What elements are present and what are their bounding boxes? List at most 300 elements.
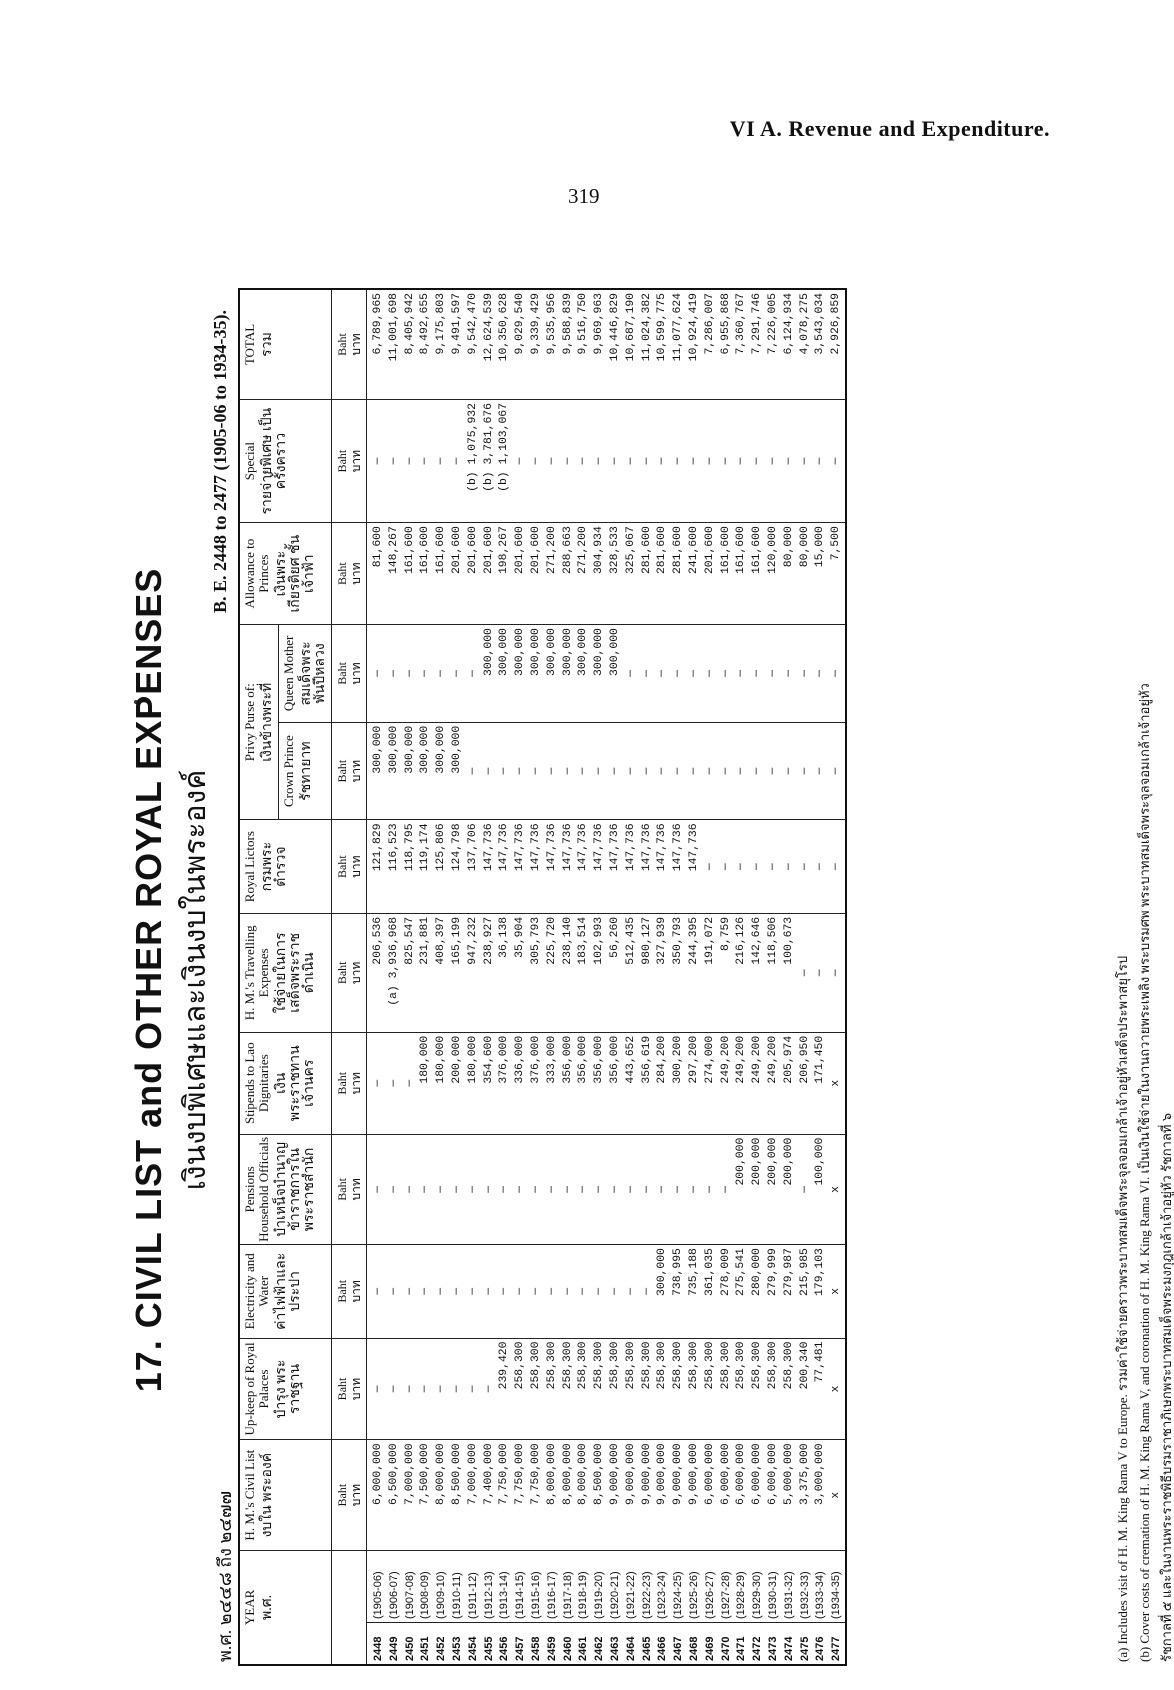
cell-year-ad: (1930-31) xyxy=(766,1550,782,1622)
table-cell: 279,999 xyxy=(766,1245,782,1338)
cell-year-be: 2453 xyxy=(450,1623,466,1665)
table-cell: — xyxy=(434,1134,450,1244)
table-cell: — xyxy=(418,1338,434,1440)
table-cell: 200,000 xyxy=(450,1032,466,1134)
table-cell: 8,500,000 xyxy=(592,1440,608,1550)
table-cell: — xyxy=(829,400,846,523)
table-cell: 171,450 xyxy=(813,1032,829,1134)
cell-year-ad: (1932-33) xyxy=(798,1550,814,1622)
table-cell: — xyxy=(719,820,735,913)
table-cell: — xyxy=(671,625,687,723)
table-cell: — xyxy=(450,625,466,723)
table-cell: — xyxy=(798,913,814,1032)
table-title-th: เงินงบพิเศษและเงินงบในพระองค์ xyxy=(179,769,212,1191)
cell-year-ad: (1925-26) xyxy=(687,1550,703,1622)
table-cell: — xyxy=(529,1245,545,1338)
table-cell: x xyxy=(829,1440,846,1550)
table-cell: 275,541 xyxy=(734,1245,750,1338)
table-cell: 200,000 xyxy=(734,1134,750,1244)
table-row xyxy=(687,289,703,1665)
cell-year-ad: (1907-08) xyxy=(403,1550,419,1622)
table-cell: 7,750,000 xyxy=(529,1440,545,1550)
table-cell: x xyxy=(829,1032,846,1134)
table-cell: 6,000,000 xyxy=(719,1440,735,1550)
table-cell: — xyxy=(813,820,829,913)
table-cell: 258,300 xyxy=(545,1338,561,1440)
units-cell: Baht บาท xyxy=(332,400,367,523)
cell-year-be: 2475 xyxy=(798,1623,814,1665)
table-cell: — xyxy=(545,1134,561,1244)
table-cell: 201,600 xyxy=(482,523,498,625)
table-cell: 9,535,956 xyxy=(545,289,561,400)
table-cell: 7,226,005 xyxy=(766,289,782,400)
table-cell: 249,200 xyxy=(750,1032,766,1134)
table-cell: 10,446,829 xyxy=(608,289,624,400)
table-row xyxy=(434,289,450,1665)
table-cell: — xyxy=(829,625,846,723)
table-cell: 180,000 xyxy=(418,1032,434,1134)
table-cell: 147,736 xyxy=(608,820,624,913)
table-cell: 200,000 xyxy=(750,1134,766,1244)
table-cell: — xyxy=(624,722,640,820)
table-cell: — xyxy=(813,625,829,723)
table-cell: — xyxy=(813,400,829,523)
rotated-table-sheet xyxy=(110,270,1174,1690)
table-cell: 300,000 xyxy=(367,722,387,820)
table-cell: — xyxy=(434,1245,450,1338)
table-cell: 738,995 xyxy=(671,1245,687,1338)
table-cell: 9,491,597 xyxy=(450,289,466,400)
table-cell: — xyxy=(561,1245,577,1338)
table-cell: 198,267 xyxy=(497,523,513,625)
col-header-privy-purse: Privy Purse of: เงินข้างพระที่ xyxy=(239,625,279,820)
table-row xyxy=(640,289,656,1665)
table-cell: 947,232 xyxy=(466,913,482,1032)
table-cell: 137,706 xyxy=(466,820,482,913)
cell-year-be: 2458 xyxy=(529,1623,545,1665)
table-cell: — xyxy=(687,400,703,523)
table-cell: — xyxy=(655,1134,671,1244)
table-cell: 201,600 xyxy=(513,523,529,625)
table-cell: 80,000 xyxy=(782,523,798,625)
section-header: VI A. Revenue and Expenditure. xyxy=(729,116,1050,141)
cell-year-ad: (1933-34) xyxy=(813,1550,829,1622)
table-cell: 7,000,000 xyxy=(403,1440,419,1550)
table-cell: 512,435 xyxy=(624,913,640,1032)
units-cell-year xyxy=(332,1550,367,1665)
cell-year-ad: (1909-10) xyxy=(434,1550,450,1622)
col-header-upkeep: Up-keep of Royal Palaces บำรุง พระราชฐาน xyxy=(239,1338,332,1440)
table-cell: — xyxy=(703,400,719,523)
table-cell: 258,300 xyxy=(782,1338,798,1440)
cell-year-ad: (1921-22) xyxy=(624,1550,640,1622)
table-cell: — xyxy=(766,722,782,820)
table-cell: 300,000 xyxy=(655,1245,671,1338)
table-cell: 376,000 xyxy=(497,1032,513,1134)
table-cell: 118,795 xyxy=(403,820,419,913)
table-row xyxy=(367,289,387,1665)
table-cell: — xyxy=(418,1134,434,1244)
table-cell: 281,600 xyxy=(671,523,687,625)
table-cell: 147,736 xyxy=(482,820,498,913)
table-cell: — xyxy=(766,400,782,523)
table-cell: 6,000,000 xyxy=(750,1440,766,1550)
table-cell: 271,200 xyxy=(545,523,561,625)
table-cell: 9,000,000 xyxy=(671,1440,687,1550)
table-cell: — xyxy=(387,1338,403,1440)
table-cell: — xyxy=(367,1032,387,1134)
table-cell: 300,000 xyxy=(497,625,513,723)
table-cell: 10,599,775 xyxy=(655,289,671,400)
table-cell: — xyxy=(434,1338,450,1440)
table-cell: 300,000 xyxy=(513,625,529,723)
table-cell: 356,619 xyxy=(640,1032,656,1134)
table-cell: 165,199 xyxy=(450,913,466,1032)
units-cell: Baht บาท xyxy=(332,1032,367,1134)
table-cell: 300,000 xyxy=(482,625,498,723)
table-cell: 7,286,007 xyxy=(703,289,719,400)
table-cell: 7,500,000 xyxy=(418,1440,434,1550)
cell-year-be: 2461 xyxy=(576,1623,592,1665)
table-cell: — xyxy=(592,400,608,523)
table-cell: 161,600 xyxy=(750,523,766,625)
table-row xyxy=(387,289,403,1665)
table-cell: — xyxy=(576,400,592,523)
table-cell: 361,035 xyxy=(703,1245,719,1338)
table-cell: 300,000 xyxy=(592,625,608,723)
table-cell: — xyxy=(403,1338,419,1440)
table-cell: 7,360,767 xyxy=(734,289,750,400)
table-row xyxy=(703,289,719,1665)
cell-year-be: 2466 xyxy=(655,1623,671,1665)
table-cell: — xyxy=(403,1032,419,1134)
table-cell: — xyxy=(734,625,750,723)
table-cell: — xyxy=(608,1134,624,1244)
table-cell: 119,174 xyxy=(418,820,434,913)
table-cell: 8,000,000 xyxy=(576,1440,592,1550)
table-cell: — xyxy=(403,1245,419,1338)
table-row xyxy=(513,289,529,1665)
table-cell: 300,000 xyxy=(608,625,624,723)
table-cell: 206,536 xyxy=(367,913,387,1032)
table-cell: 10,924,419 xyxy=(687,289,703,400)
table-cell: — xyxy=(466,1245,482,1338)
table-cell: 258,300 xyxy=(734,1338,750,1440)
table-cell: — xyxy=(403,625,419,723)
table-cell: 300,000 xyxy=(529,625,545,723)
table-cell: — xyxy=(829,913,846,1032)
table-row xyxy=(782,289,798,1665)
table-cell: 11,077,624 xyxy=(671,289,687,400)
col-header-electricity: Electricity and Water ค่าไฟฟ้าและ ประปา xyxy=(239,1245,332,1338)
table-cell: 258,300 xyxy=(766,1338,782,1440)
table-cell: 180,000 xyxy=(466,1032,482,1134)
table-cell: 305,793 xyxy=(529,913,545,1032)
table-cell: 3,543,034 xyxy=(813,289,829,400)
table-cell: — xyxy=(782,400,798,523)
table-cell: 284,200 xyxy=(655,1032,671,1134)
table-cell: 980,127 xyxy=(640,913,656,1032)
table-cell: — xyxy=(434,625,450,723)
table-cell: 408,397 xyxy=(434,913,450,1032)
table-cell: 6,000,000 xyxy=(367,1440,387,1550)
table-cell: 5,000,000 xyxy=(782,1440,798,1550)
table-cell: 336,000 xyxy=(513,1032,529,1134)
table-cell: 354,600 xyxy=(482,1032,498,1134)
table-cell: — xyxy=(687,625,703,723)
table-cell: 183,514 xyxy=(576,913,592,1032)
table-cell: — xyxy=(592,722,608,820)
table-cell: — xyxy=(545,1245,561,1338)
table-cell: 6,124,934 xyxy=(782,289,798,400)
table-cell: 9,516,750 xyxy=(576,289,592,400)
table-cell: — xyxy=(750,820,766,913)
table-cell: — xyxy=(671,1134,687,1244)
table-cell: 7,500 xyxy=(829,523,846,625)
table-cell: — xyxy=(545,722,561,820)
table-cell: — xyxy=(608,400,624,523)
table-cell: — xyxy=(719,625,735,723)
table-row xyxy=(482,289,498,1665)
table-cell: 142,646 xyxy=(750,913,766,1032)
cell-year-be: 2455 xyxy=(482,1623,498,1665)
table-cell: — xyxy=(655,400,671,523)
table-cell: 300,000 xyxy=(434,722,450,820)
col-header-allowance: Allowance to Princes เงินพระ เกียรติยศ ชั้นเจ้าฟ้า xyxy=(239,523,332,625)
cell-year-be: 2471 xyxy=(734,1623,750,1665)
table-cell: 8,000,000 xyxy=(434,1440,450,1550)
table-cell: — xyxy=(798,400,814,523)
table-row xyxy=(466,289,482,1665)
table-cell: 443,652 xyxy=(624,1032,640,1134)
table-cell: (b) 3,781,676 xyxy=(482,400,498,523)
table-cell: 161,600 xyxy=(719,523,735,625)
table-cell: 4,078,275 xyxy=(798,289,814,400)
footnote-a: (a) Includes visit of H. M. King Rama V to Europe. รวมค่าใช้จ่ายคราวพระบาทสมเด็จพระจุลจอมเกล้าเจ้าอยู่หัวเสด็จประพาสยุโรป xyxy=(1115,955,1130,1662)
table-cell: — xyxy=(576,722,592,820)
cell-year-ad: (1906-07) xyxy=(387,1550,403,1622)
cell-year-be: 2448 xyxy=(367,1623,387,1665)
units-cell: Baht บาท xyxy=(332,1134,367,1244)
table-cell: 3,000,000 xyxy=(813,1440,829,1550)
table-cell: — xyxy=(418,1245,434,1338)
cell-year-ad: (1922-23) xyxy=(640,1550,656,1622)
table-cell: 147,736 xyxy=(529,820,545,913)
table-cell: 11,024,382 xyxy=(640,289,656,400)
table-cell: 77,481 xyxy=(813,1338,829,1440)
table-cell: 258,300 xyxy=(608,1338,624,1440)
table-cell: 9,000,000 xyxy=(640,1440,656,1550)
page-number: 319 xyxy=(568,184,600,208)
table-cell: 3,375,000 xyxy=(798,1440,814,1550)
cell-year-be: 2470 xyxy=(719,1623,735,1665)
cell-year-be: 2463 xyxy=(608,1623,624,1665)
cell-year-be: 2468 xyxy=(687,1623,703,1665)
cell-year-be: 2474 xyxy=(782,1623,798,1665)
table-cell: — xyxy=(513,400,529,523)
table-cell: 9,000,000 xyxy=(655,1440,671,1550)
table-row xyxy=(655,289,671,1665)
table-cell: — xyxy=(482,722,498,820)
cell-year-ad: (1912-13) xyxy=(482,1550,498,1622)
table-cell: — xyxy=(403,400,419,523)
cell-year-ad: (1919-20) xyxy=(592,1550,608,1622)
table-cell: 9,542,470 xyxy=(466,289,482,400)
table-cell: 6,000,000 xyxy=(734,1440,750,1550)
table-cell: 258,300 xyxy=(513,1338,529,1440)
table-cell: 258,300 xyxy=(671,1338,687,1440)
units-cell: Baht บาท xyxy=(332,1245,367,1338)
cell-year-ad: (1931-32) xyxy=(782,1550,798,1622)
table-cell: 281,600 xyxy=(640,523,656,625)
table-cell: 300,200 xyxy=(671,1032,687,1134)
table-cell: 147,736 xyxy=(624,820,640,913)
table-cell: 8,000,000 xyxy=(545,1440,561,1550)
table-cell: 118,506 xyxy=(766,913,782,1032)
table-cell: 9,000,000 xyxy=(624,1440,640,1550)
table-cell: 147,736 xyxy=(640,820,656,913)
table-cell: 9,000,000 xyxy=(608,1440,624,1550)
table-cell: 356,000 xyxy=(576,1032,592,1134)
table-cell: — xyxy=(387,1134,403,1244)
table-cell: 201,600 xyxy=(450,523,466,625)
cell-year-ad: (1927-28) xyxy=(719,1550,735,1622)
table-cell: 258,300 xyxy=(624,1338,640,1440)
col-header-stipends: Stipends to Lao Dignitaries เงิน พระราชทาน เจ้านคร xyxy=(239,1032,332,1134)
table-cell: 258,300 xyxy=(592,1338,608,1440)
table-cell: — xyxy=(624,400,640,523)
table-cell: — xyxy=(418,400,434,523)
table-cell: 81,600 xyxy=(367,523,387,625)
cell-year-be: 2473 xyxy=(766,1623,782,1665)
table-cell: 300,000 xyxy=(450,722,466,820)
col-header-queen-mother: Queen Mother สมเด็จพระ พันปีหลวง xyxy=(279,625,332,723)
table-cell: — xyxy=(798,625,814,723)
table-cell: 258,300 xyxy=(750,1338,766,1440)
table-cell: — xyxy=(497,1134,513,1244)
table-cell: 147,736 xyxy=(655,820,671,913)
table-cell: — xyxy=(640,625,656,723)
cell-year-ad: (1916-17) xyxy=(545,1550,561,1622)
table-cell: 147,736 xyxy=(561,820,577,913)
table-cell: — xyxy=(750,625,766,723)
table-cell: — xyxy=(687,1134,703,1244)
table-cell: (b) 1,075,932 xyxy=(466,400,482,523)
table-cell: — xyxy=(798,722,814,820)
table-cell: 161,600 xyxy=(734,523,750,625)
table-cell: 11,001,698 xyxy=(387,289,403,400)
table-cell: 216,126 xyxy=(734,913,750,1032)
table-cell: — xyxy=(655,722,671,820)
cell-year-be: 2460 xyxy=(561,1623,577,1665)
cell-year-be: 2476 xyxy=(813,1623,829,1665)
table-row xyxy=(671,289,687,1665)
table-cell: — xyxy=(367,1245,387,1338)
table-cell: 258,300 xyxy=(719,1338,735,1440)
table-cell: 7,750,000 xyxy=(497,1440,513,1550)
table-cell: — xyxy=(640,1134,656,1244)
table-cell: — xyxy=(734,722,750,820)
table-cell: 35,904 xyxy=(513,913,529,1032)
table-cell: — xyxy=(561,1134,577,1244)
table-cell: — xyxy=(655,625,671,723)
table-cell: 376,000 xyxy=(529,1032,545,1134)
cell-year-be: 2454 xyxy=(466,1623,482,1665)
table-cell: — xyxy=(497,722,513,820)
cell-year-be: 2457 xyxy=(513,1623,529,1665)
col-header-lictors: Royal Lictors กรมพระ ตำรวจ xyxy=(239,820,332,913)
table-cell: 6,500,000 xyxy=(387,1440,403,1550)
table-cell: — xyxy=(466,722,482,820)
table-row xyxy=(813,289,829,1665)
table-cell: 327,939 xyxy=(655,913,671,1032)
table-cell: 201,600 xyxy=(466,523,482,625)
table-cell: 147,736 xyxy=(545,820,561,913)
table-cell: 9,029,540 xyxy=(513,289,529,400)
table-cell: — xyxy=(387,1245,403,1338)
table-cell: — xyxy=(497,1245,513,1338)
cell-year-ad: (1905-06) xyxy=(367,1550,387,1622)
table-cell: 356,000 xyxy=(592,1032,608,1134)
table-row xyxy=(450,289,466,1665)
col-header-special: Special รายจ่ายพิเศษ เป็นครั้งคราว xyxy=(239,400,332,523)
table-cell: 8,405,942 xyxy=(403,289,419,400)
table-row xyxy=(624,289,640,1665)
table-cell: 161,600 xyxy=(434,523,450,625)
table-cell: 238,140 xyxy=(561,913,577,1032)
table-cell: 9,588,839 xyxy=(561,289,577,400)
table-cell: 304,934 xyxy=(592,523,608,625)
table-cell: 300,000 xyxy=(545,625,561,723)
table-cell: 9,969,963 xyxy=(592,289,608,400)
table-cell: — xyxy=(703,820,719,913)
table-cell: — xyxy=(829,722,846,820)
cell-year-be: 2469 xyxy=(703,1623,719,1665)
table-cell: — xyxy=(782,625,798,723)
table-cell: 2,926,859 xyxy=(829,289,846,400)
table-row xyxy=(497,289,513,1665)
table-title-en: 17. CIVIL LIST and OTHER ROYAL EXPENSES xyxy=(128,567,169,1393)
table-cell: — xyxy=(466,1134,482,1244)
cell-year-be: 2451 xyxy=(418,1623,434,1665)
table-cell: 200,000 xyxy=(766,1134,782,1244)
table-cell: — xyxy=(450,1245,466,1338)
table-cell: 249,200 xyxy=(766,1032,782,1134)
table-cell: — xyxy=(608,1245,624,1338)
table-cell: — xyxy=(734,400,750,523)
table-cell: 6,955,868 xyxy=(719,289,735,400)
table-cell: — xyxy=(367,1338,387,1440)
footnote-b: (b) Cover costs of cremation of H. M. King Rama V, and coronation of H. M. King Rama VI. เป็นเงินใช้จ่ายในงานถวายพระเพลิง พระบรมศพ พระบาทสมเด็จพระจุลจอมเกล้าเจ้าอยู่หัว xyxy=(1137,683,1152,1662)
table-cell: (a) 3,936,968 xyxy=(387,913,403,1032)
table-cell: 100,000 xyxy=(813,1134,829,1244)
table-cell: 205,974 xyxy=(782,1032,798,1134)
table-cell: 161,600 xyxy=(418,523,434,625)
table-cell: 300,000 xyxy=(576,625,592,723)
cell-year-ad: (1920-21) xyxy=(608,1550,624,1622)
table-cell: x xyxy=(829,1134,846,1244)
units-cell: Baht บาท xyxy=(332,523,367,625)
table-cell: — xyxy=(466,1338,482,1440)
cell-year-be: 2450 xyxy=(403,1623,419,1665)
table-cell: 147,736 xyxy=(592,820,608,913)
table-cell: 258,300 xyxy=(529,1338,545,1440)
table-cell: — xyxy=(766,820,782,913)
table-row xyxy=(734,289,750,1665)
table-cell: 350,793 xyxy=(671,913,687,1032)
table-cell: — xyxy=(640,1245,656,1338)
table-cell: — xyxy=(367,400,387,523)
